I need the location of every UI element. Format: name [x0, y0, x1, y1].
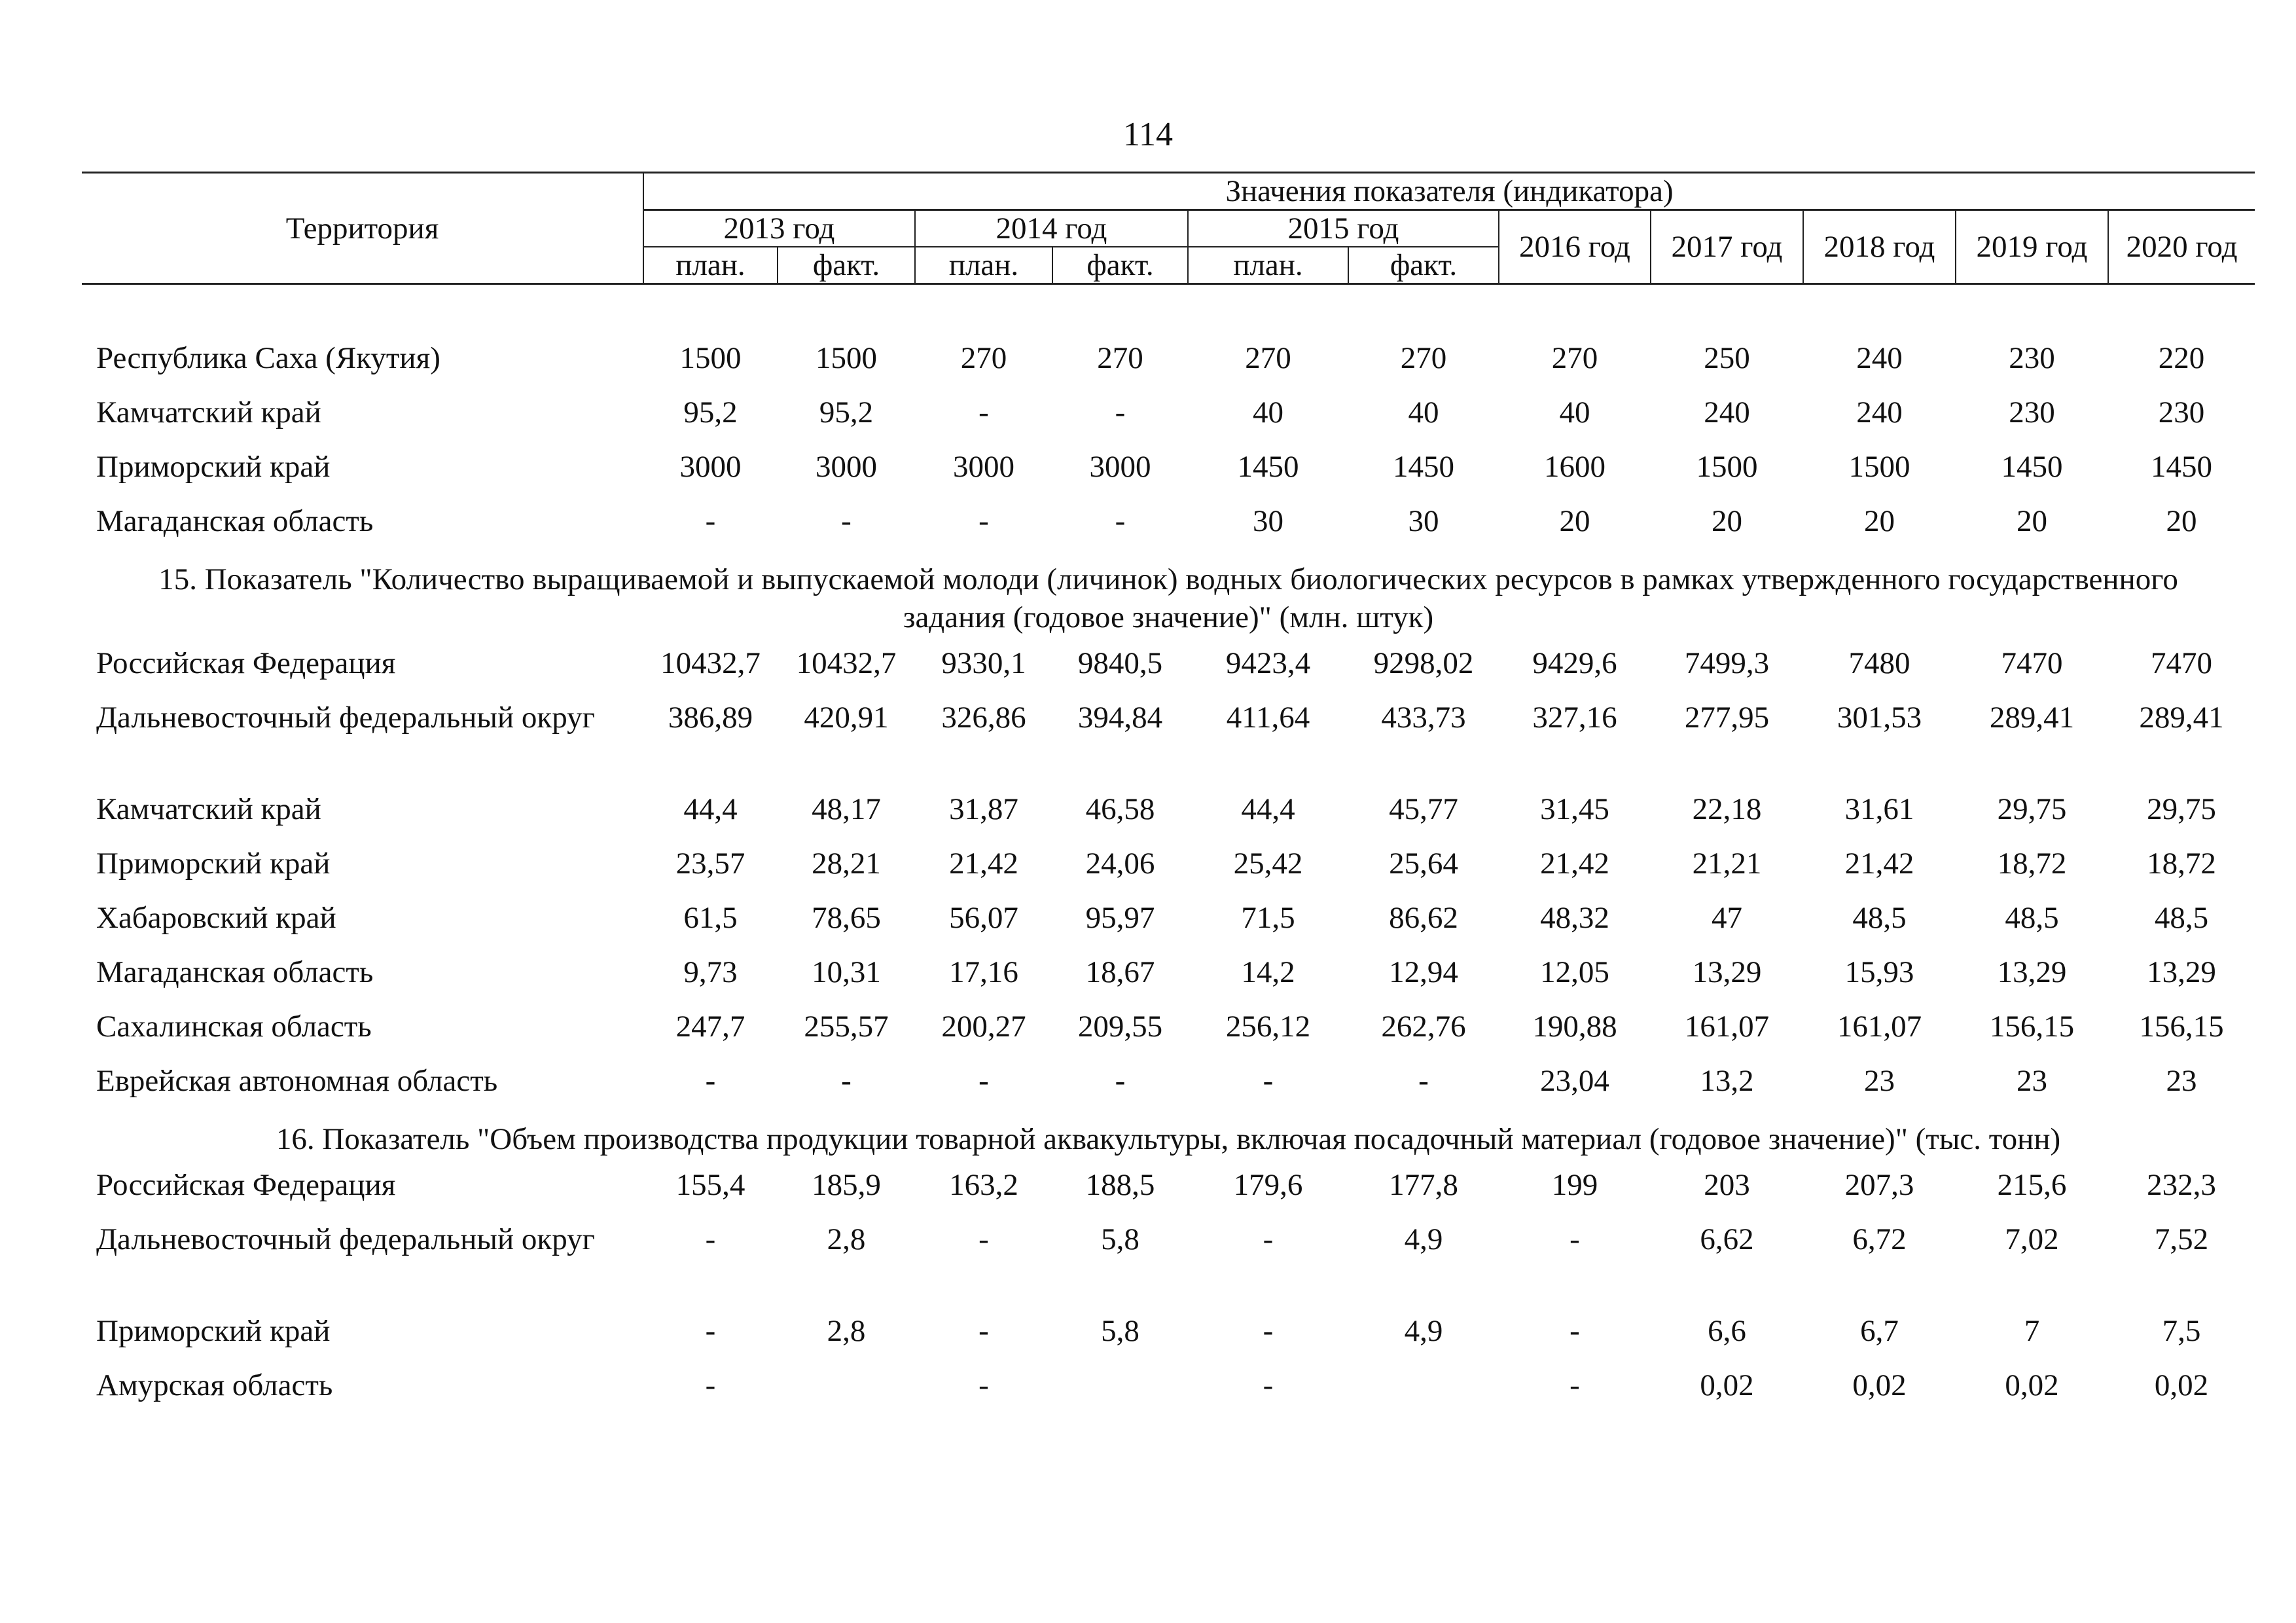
value-cell: 1500 [679, 341, 742, 375]
value-cell: 9298,02 [1373, 646, 1474, 680]
table-row [82, 1220, 2255, 1312]
territory-name: Магаданская область [96, 955, 374, 989]
indicator-table [82, 172, 2255, 1421]
territory-name: Приморский край [96, 450, 331, 484]
fact-header-2014: факт. [1052, 247, 1188, 284]
value-cell: 270 [1245, 341, 1291, 375]
value-cell: 13,29 [2147, 955, 2216, 989]
value-cell: 15,93 [1844, 955, 1914, 989]
value-cell: 23 [2166, 1064, 2197, 1098]
value-cell: 10,31 [812, 955, 881, 989]
year-header-2016: 2016 год [1499, 210, 1651, 284]
value-cell: 411,64 [1226, 701, 1310, 735]
territory-name: Еврейская автономная область [96, 1064, 498, 1098]
territory-name: Камчатский край [96, 792, 321, 826]
value-cell: 13,2 [1700, 1064, 1754, 1098]
plan-header-2013: план. [643, 247, 778, 284]
table-row [82, 339, 2255, 393]
value-cell: 10432,7 [796, 646, 897, 680]
territory-name: Российская Федерация [96, 646, 396, 680]
value-cell: 326,86 [941, 701, 1026, 735]
territory-name: Хабаровский край [96, 901, 336, 935]
value-cell: - [1115, 395, 1126, 429]
value-cell: 56,07 [949, 901, 1018, 935]
value-cell: 5,8 [1101, 1222, 1139, 1256]
value-cell: 14,2 [1241, 955, 1295, 989]
value-cell: - [1570, 1222, 1580, 1256]
value-cell: 0,02 [1852, 1368, 1907, 1402]
year-header-2020: 2020 год [2108, 210, 2255, 284]
table-row [82, 644, 2255, 699]
value-cell: 177,8 [1389, 1168, 1458, 1202]
value-cell: 3000 [1089, 450, 1151, 484]
value-cell: 4,9 [1404, 1314, 1443, 1348]
value-cell: 161,07 [1684, 1010, 1770, 1044]
value-cell: 2,8 [827, 1222, 866, 1256]
value-cell: - [705, 1368, 716, 1402]
value-cell: 25,64 [1389, 847, 1458, 881]
value-cell: - [1570, 1368, 1580, 1402]
value-cell: 78,65 [812, 901, 881, 935]
value-cell: 161,07 [1837, 1010, 1922, 1044]
value-cell: 3000 [816, 450, 877, 484]
value-cell: 190,88 [1532, 1010, 1617, 1044]
value-cell: 209,55 [1077, 1010, 1163, 1044]
value-cell: 7480 [1848, 646, 1910, 680]
value-cell: 230 [2009, 341, 2055, 375]
value-cell: 12,05 [1540, 955, 1609, 989]
value-cell: 6,7 [1860, 1314, 1899, 1348]
value-cell: 0,02 [2154, 1368, 2209, 1402]
value-cell: 13,29 [1997, 955, 2067, 989]
value-cell: 44,4 [683, 792, 738, 826]
value-cell: 20 [2017, 504, 2047, 538]
value-cell: - [978, 1064, 989, 1098]
table-row [82, 393, 2255, 448]
value-cell: 48,17 [812, 792, 881, 826]
table-body [82, 284, 2255, 1421]
value-cell: 17,16 [949, 955, 1018, 989]
value-cell: 48,5 [2154, 901, 2209, 935]
values-title-header: Значения показателя (индикатора) [643, 173, 2255, 210]
value-cell: 48,5 [1852, 901, 1907, 935]
territory-name: Республика Саха (Якутия) [96, 341, 440, 375]
territory-name: Дальневосточный федеральный округ [96, 1222, 595, 1256]
value-cell: - [705, 1314, 716, 1348]
value-cell: 95,97 [1085, 901, 1155, 935]
year-header-2018: 2018 год [1803, 210, 1956, 284]
value-cell: 1450 [2001, 450, 2063, 484]
value-cell: 215,6 [1997, 1168, 2067, 1202]
value-cell: 95,2 [819, 395, 874, 429]
value-cell: 1500 [1848, 450, 1910, 484]
value-cell: 40 [1408, 395, 1439, 429]
value-cell: 25,42 [1233, 847, 1303, 881]
value-cell: 22,18 [1692, 792, 1762, 826]
value-cell: 185,9 [812, 1168, 881, 1202]
value-cell: 20 [1559, 504, 1590, 538]
value-cell: 10432,7 [660, 646, 761, 680]
value-cell: - [1570, 1314, 1580, 1348]
value-cell: - [705, 504, 716, 538]
value-cell: 230 [2158, 395, 2205, 429]
header-spacer [82, 284, 2255, 340]
table-row [82, 448, 2255, 502]
value-cell: 30 [1408, 504, 1439, 538]
page-number: 114 [1122, 116, 1174, 153]
value-cell: 6,6 [1708, 1314, 1746, 1348]
value-cell: - [705, 1222, 716, 1256]
value-cell: 29,75 [1997, 792, 2067, 826]
value-cell: 289,41 [2139, 701, 2224, 735]
value-cell: 48,32 [1540, 901, 1609, 935]
value-cell: 255,57 [804, 1010, 889, 1044]
table-row [82, 790, 2255, 845]
value-cell: 220 [2158, 341, 2205, 375]
table-row [82, 1366, 2255, 1421]
value-cell: 232,3 [2147, 1168, 2216, 1202]
territory-name: Дальневосточный федеральный округ [96, 701, 595, 735]
value-cell: - [705, 1064, 716, 1098]
value-cell: 7 [2024, 1314, 2040, 1348]
value-cell: 86,62 [1389, 901, 1458, 935]
value-cell: 433,73 [1381, 701, 1466, 735]
value-cell: 163,2 [949, 1168, 1018, 1202]
fact-header-2013: факт. [778, 247, 915, 284]
value-cell: 9,73 [683, 955, 738, 989]
value-cell: 48,5 [2005, 901, 2059, 935]
table-row [82, 899, 2255, 953]
value-cell: - [1263, 1314, 1274, 1348]
value-cell: 203 [1704, 1168, 1750, 1202]
value-cell: 40 [1253, 395, 1283, 429]
territory-name: Магаданская область [96, 504, 374, 538]
table-row [82, 1166, 2255, 1220]
value-cell: 7470 [2151, 646, 2213, 680]
plan-header-2014: план. [915, 247, 1052, 284]
value-cell: 9840,5 [1077, 646, 1163, 680]
value-cell: 7,52 [2154, 1222, 2209, 1256]
value-cell: 1450 [1237, 450, 1299, 484]
value-cell: 31,45 [1540, 792, 1609, 826]
value-cell: 23 [1864, 1064, 1895, 1098]
value-cell: 18,72 [2147, 847, 2216, 881]
value-cell: 1600 [1544, 450, 1605, 484]
territory-name: Приморский край [96, 1314, 331, 1348]
value-cell: 2,8 [827, 1314, 866, 1348]
value-cell: - [1263, 1064, 1274, 1098]
value-cell: 20 [1712, 504, 1742, 538]
value-cell: 188,5 [1085, 1168, 1155, 1202]
indicator-title-row [82, 556, 2255, 644]
value-cell: 18,72 [1997, 847, 2067, 881]
value-cell: 262,76 [1381, 1010, 1466, 1044]
value-cell: 156,15 [2139, 1010, 2224, 1044]
table-row [82, 1008, 2255, 1062]
value-cell: 71,5 [1241, 901, 1295, 935]
value-cell: 12,94 [1389, 955, 1458, 989]
year-header-2019: 2019 год [1956, 210, 2108, 284]
territory-name: Приморский край [96, 847, 331, 881]
value-cell: 13,29 [1692, 955, 1762, 989]
value-cell: 1450 [1393, 450, 1454, 484]
value-cell [778, 1366, 915, 1421]
value-cell: 240 [1856, 341, 1903, 375]
value-cell: 28,21 [812, 847, 881, 881]
value-cell: 5,8 [1101, 1314, 1139, 1348]
value-cell: 155,4 [675, 1168, 745, 1202]
value-cell: 394,84 [1077, 701, 1163, 735]
value-cell [1052, 1366, 1188, 1421]
value-cell: 270 [1097, 341, 1143, 375]
value-cell: 9330,1 [941, 646, 1026, 680]
table-row [82, 1062, 2255, 1116]
value-cell: - [841, 504, 852, 538]
value-cell: 21,42 [949, 847, 1018, 881]
value-cell: 1450 [2151, 450, 2213, 484]
value-cell: 250 [1704, 341, 1750, 375]
year-header-2013: 2013 год [643, 210, 915, 247]
value-cell: 230 [2009, 395, 2055, 429]
value-cell: 3000 [679, 450, 742, 484]
value-cell: 24,06 [1085, 847, 1155, 881]
value-cell: 1500 [1696, 450, 1758, 484]
table-row [82, 699, 2255, 790]
value-cell: 386,89 [668, 701, 753, 735]
territory-header: Территория [82, 173, 643, 284]
value-cell: 61,5 [683, 901, 738, 935]
value-cell: 7,5 [2162, 1314, 2201, 1348]
value-cell: 277,95 [1684, 701, 1770, 735]
value-cell: 46,58 [1085, 792, 1155, 826]
value-cell: - [1115, 1064, 1126, 1098]
table-row [82, 845, 2255, 899]
value-cell: 21,42 [1540, 847, 1609, 881]
table-row [82, 1312, 2255, 1366]
value-cell: 200,27 [941, 1010, 1026, 1044]
value-cell: 23 [2017, 1064, 2047, 1098]
value-cell: - [978, 1314, 989, 1348]
value-cell: 240 [1856, 395, 1903, 429]
value-cell: 30 [1253, 504, 1283, 538]
value-cell: 270 [960, 341, 1007, 375]
value-cell: 23,57 [675, 847, 745, 881]
value-cell: 40 [1559, 395, 1590, 429]
value-cell: - [978, 1222, 989, 1256]
value-cell: 179,6 [1233, 1168, 1303, 1202]
table-header [82, 173, 2255, 284]
fact-header-2015: факт. [1348, 247, 1499, 284]
year-header-2014: 2014 год [915, 210, 1188, 247]
value-cell: - [1418, 1064, 1429, 1098]
year-header-2015: 2015 год [1188, 210, 1499, 247]
territory-name: Российская Федерация [96, 1168, 396, 1202]
value-cell: - [978, 504, 989, 538]
value-cell: 199 [1551, 1168, 1598, 1202]
territory-name: Сахалинская область [96, 1010, 372, 1044]
value-cell: 270 [1551, 341, 1598, 375]
value-cell: 47 [1712, 901, 1742, 935]
value-cell: 21,21 [1692, 847, 1762, 881]
value-cell: 4,9 [1404, 1222, 1443, 1256]
value-cell: 289,41 [1989, 701, 2075, 735]
value-cell: 20 [1864, 504, 1895, 538]
value-cell: 240 [1704, 395, 1750, 429]
value-cell: 44,4 [1241, 792, 1295, 826]
value-cell: 256,12 [1225, 1010, 1311, 1044]
year-header-2017: 2017 год [1651, 210, 1803, 284]
indicator-title-row [82, 1116, 2255, 1166]
value-cell: 270 [1400, 341, 1447, 375]
table-row [82, 953, 2255, 1008]
value-cell: 45,77 [1389, 792, 1458, 826]
value-cell: 31,87 [949, 792, 1018, 826]
plan-header-2015: план. [1188, 247, 1348, 284]
value-cell: - [1115, 504, 1126, 538]
value-cell: 31,61 [1844, 792, 1914, 826]
indicator-title: 15. Показатель "Количество выращиваемой и выпускаемой молоди (личинок) водных биологических ресурсов в рамках утвержденного государственного задания (годовое значение)" (млн. штук) [158, 562, 2178, 634]
value-cell: 21,42 [1844, 847, 1914, 881]
value-cell: 9423,4 [1225, 646, 1311, 680]
indicator-title: 16. Показатель "Объем производства продукции товарной аквакультуры, включая посадочный материал (годовое значение)" (тыс. тонн) [276, 1122, 2061, 1156]
value-cell: 9429,6 [1532, 646, 1617, 680]
value-cell: 6,72 [1852, 1222, 1907, 1256]
value-cell: - [978, 1368, 989, 1402]
value-cell: 207,3 [1844, 1168, 1914, 1202]
territory-name: Камчатский край [96, 395, 321, 429]
value-cell: 3000 [953, 450, 1014, 484]
value-cell: 20 [2166, 504, 2197, 538]
value-cell: 95,2 [683, 395, 738, 429]
value-cell: 301,53 [1837, 701, 1922, 735]
value-cell [1348, 1366, 1499, 1421]
value-cell: - [841, 1064, 852, 1098]
value-cell: 18,67 [1085, 955, 1155, 989]
value-cell: 29,75 [2147, 792, 2216, 826]
value-cell: 7,02 [2005, 1222, 2059, 1256]
value-cell: 156,15 [1989, 1010, 2075, 1044]
value-cell: 1500 [816, 341, 877, 375]
value-cell: 247,7 [675, 1010, 745, 1044]
value-cell: 7499,3 [1684, 646, 1770, 680]
value-cell: 0,02 [1700, 1368, 1754, 1402]
table-row [82, 502, 2255, 556]
value-cell: 6,62 [1700, 1222, 1754, 1256]
value-cell: 23,04 [1540, 1064, 1609, 1098]
value-cell: 7470 [2001, 646, 2063, 680]
value-cell: - [978, 395, 989, 429]
territory-name: Амурская область [96, 1368, 333, 1402]
value-cell: 420,91 [804, 701, 889, 735]
value-cell: - [1263, 1222, 1274, 1256]
value-cell: - [1263, 1368, 1274, 1402]
value-cell: 327,16 [1532, 701, 1617, 735]
value-cell: 0,02 [2005, 1368, 2059, 1402]
